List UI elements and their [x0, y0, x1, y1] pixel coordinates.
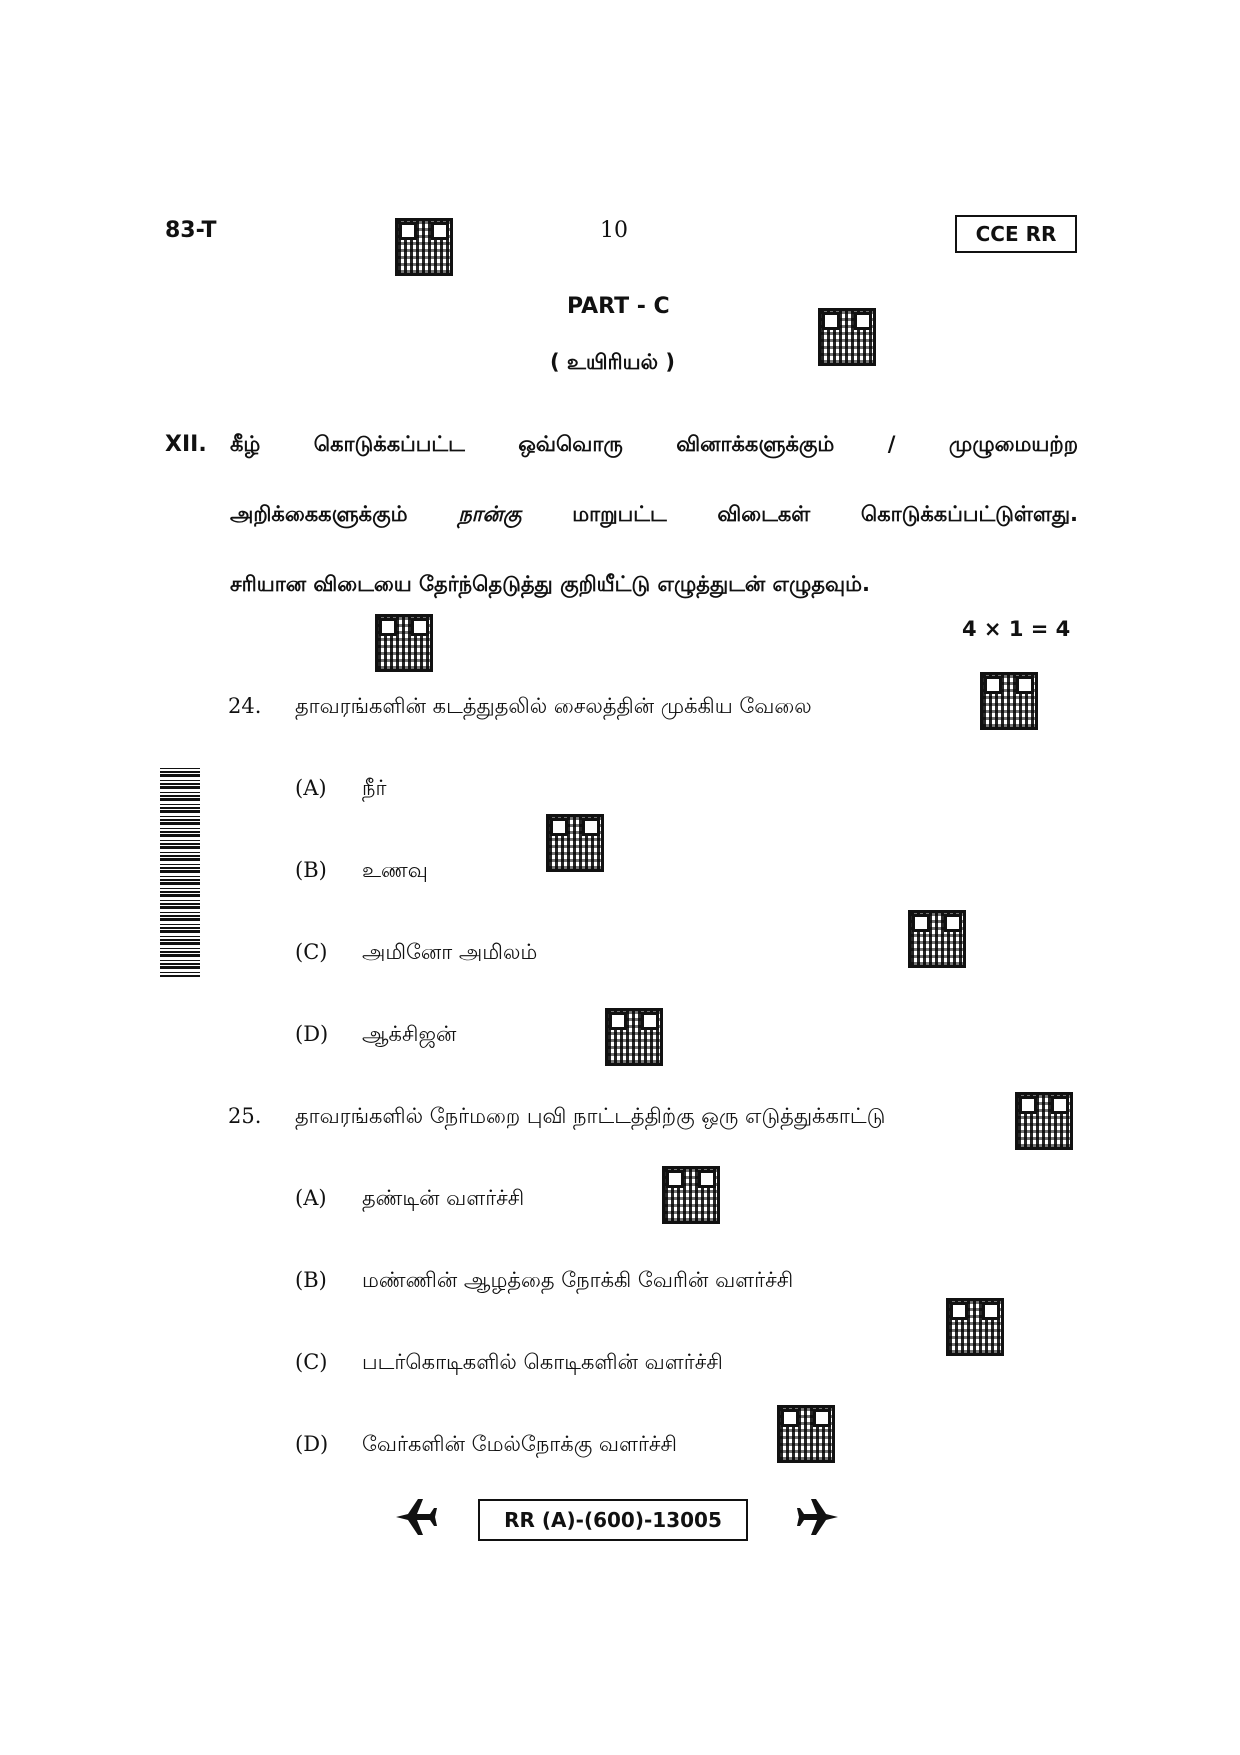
option-text: படர்கொடிகளில் கொடிகளின் வளர்ச்சி [362, 1350, 723, 1374]
option-label: (A) [295, 1186, 327, 1210]
qr-code-icon [375, 614, 433, 672]
page-number: 10 [600, 218, 628, 243]
airplane-left-icon [394, 1495, 438, 1539]
option-text: தண்டின் வளர்ச்சி [362, 1186, 525, 1210]
marks-allocation: 4 × 1 = 4 [962, 617, 1071, 641]
qr-code-icon [546, 814, 604, 872]
option-text: உணவு [362, 858, 428, 882]
instruction-line-2-start: அறிக்கைகளுக்கும் [230, 502, 408, 526]
qr-code-icon [605, 1008, 663, 1066]
option-label: (D) [295, 1022, 329, 1046]
instruction-emphasis: நான்கு [458, 502, 522, 526]
footer-code-box [478, 1499, 748, 1541]
footer-code: RR (A)-(600)-13005 [504, 1508, 722, 1532]
instruction-line-2 [230, 502, 1078, 529]
option-text: ஆக்சிஜன் [362, 1022, 457, 1046]
option-text: அமினோ அமிலம் [362, 940, 538, 964]
section-number: XII. [165, 432, 207, 457]
series-code: CCE RR [975, 222, 1057, 246]
series-code-box [955, 215, 1077, 253]
part-title: PART - C [567, 294, 670, 319]
qr-code-icon [1015, 1092, 1073, 1150]
qr-code-icon [395, 218, 453, 276]
qr-code-icon [946, 1298, 1004, 1356]
instruction-line-3: சரியான விடையை தேர்ந்தெடுத்து குறியீட்டு எழுத்துடன் எழுதவும். [230, 572, 871, 596]
question-text: தாவரங்களில் நேர்மறை புவி நாட்டத்திற்கு ஒரு எடுத்துக்காட்டு [295, 1104, 886, 1128]
option-label: (A) [295, 776, 327, 800]
option-text: மண்ணின் ஆழத்தை நோக்கி வேரின் வளர்ச்சி [362, 1268, 794, 1292]
paper-code: 83-T [165, 218, 217, 243]
option-text: வேர்களின் மேல்நோக்கு வளர்ச்சி [362, 1432, 677, 1456]
barcode-icon [160, 765, 200, 977]
option-label: (C) [295, 1350, 328, 1374]
option-label: (B) [295, 1268, 327, 1292]
option-label: (B) [295, 858, 327, 882]
qr-code-icon [980, 672, 1038, 730]
qr-code-icon [818, 308, 876, 366]
instruction-line-1: கீழ் கொடுக்கப்பட்ட ஒவ்வொரு வினாக்களுக்கும் / முழுமையற்ற [230, 432, 1078, 456]
option-label: (C) [295, 940, 328, 964]
question-number: 24. [228, 694, 262, 718]
instruction-line-2-end: மாறுபட்ட விடைகள் கொடுக்கப்பட்டுள்ளது. [572, 502, 1079, 526]
qr-code-icon [908, 910, 966, 968]
subject-title: ( உயிரியல் ) [550, 350, 675, 374]
question-number: 25. [228, 1104, 262, 1128]
qr-code-icon [777, 1405, 835, 1463]
option-text: நீர் [362, 776, 387, 800]
option-label: (D) [295, 1432, 329, 1456]
qr-code-icon [662, 1166, 720, 1224]
question-text: தாவரங்களின் கடத்துதலில் சைலத்தின் முக்கிய வேலை [295, 694, 812, 718]
airplane-right-icon [796, 1495, 840, 1539]
